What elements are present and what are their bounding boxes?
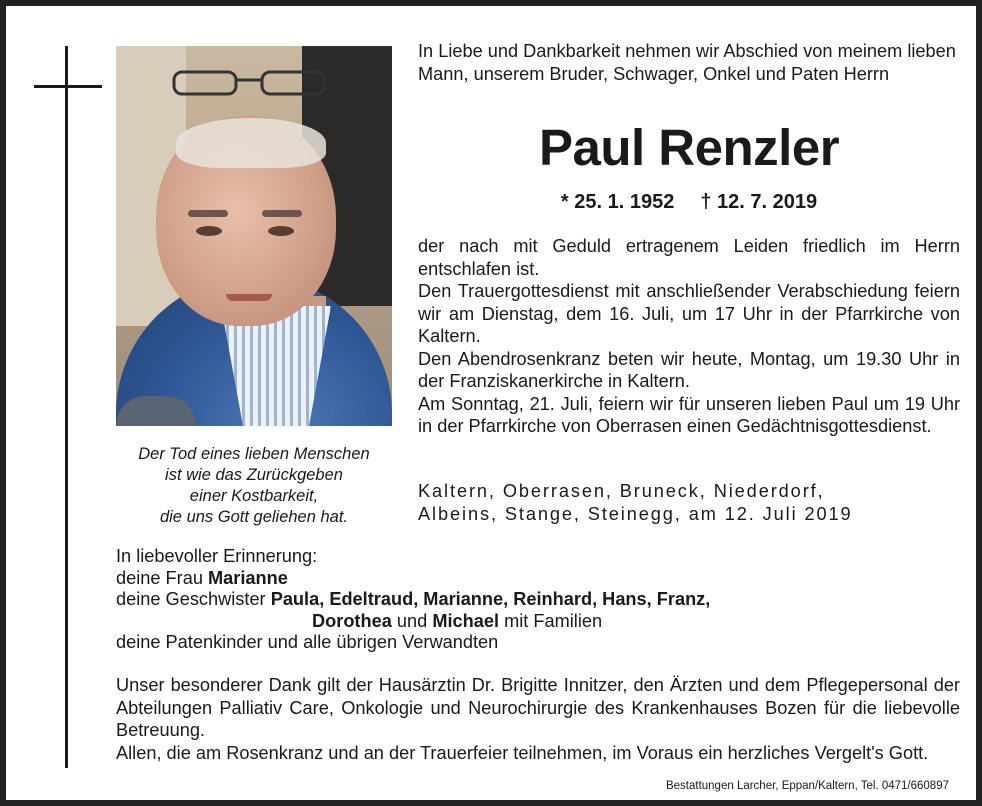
memorial-quote <box>106 444 402 528</box>
mourner-name: Dorothea <box>312 610 392 631</box>
thanks-section <box>116 674 960 764</box>
places-and-date <box>418 480 960 525</box>
death-date: † 12. 7. 2019 <box>700 191 818 213</box>
quote-line: die uns Gott geliehen hat. <box>159 508 349 526</box>
deceased-name: Paul Renzler <box>538 119 840 176</box>
thanks-paragraph: Allen, die am Rosenkranz und an der Trauerfeier teilnehmen, im Voraus ein herzliches Vergelt's Gott. <box>116 742 929 763</box>
mourner-suffix: mit Familien <box>504 610 603 631</box>
mourner-prefix: deine Geschwister <box>116 589 266 609</box>
announcement-paragraph: der nach mit Geduld ertragenem Leiden friedlich im Herrn entschlafen ist. <box>418 236 960 279</box>
cross-icon <box>65 46 68 768</box>
mourner-siblings-cont <box>116 611 876 633</box>
life-dates <box>418 191 960 214</box>
photo-mouth <box>226 294 272 301</box>
quote-line: Der Tod eines lieben Menschen <box>138 445 370 463</box>
birth-date: * 25. 1. 1952 <box>560 191 675 213</box>
photo-eye-right <box>268 226 294 236</box>
photo-brow-right <box>262 210 302 217</box>
mourner-name: Michael <box>432 610 500 631</box>
announcement-paragraph: Am Sonntag, 21. Juli, feiern wir für unseren lieben Paul um 19 Uhr in der Pfarrkirche von Oberrasen einen Gedächtnisgottesdienst. <box>418 393 960 436</box>
mourner-prefix: deine Frau <box>116 567 203 588</box>
places-line: Kaltern, Oberrasen, Bruneck, Niederdorf, <box>418 481 825 501</box>
photo-brow-left <box>188 210 228 217</box>
mourners-list <box>116 546 876 654</box>
mourner-names: Paula, Edeltraud, Marianne, Reinhard, Hans, Franz, <box>270 589 711 609</box>
intro-text: In Liebe und Dankbarkeit nehmen wir Abschied von meinem lieben Mann, unserem Bruder, Schwager, Onkel und Paten Herrn <box>418 41 956 84</box>
photo-hair <box>176 118 326 168</box>
glasses-icon <box>164 66 334 100</box>
announcement-text <box>418 235 960 438</box>
mourner-name: Marianne <box>208 567 288 588</box>
portrait-photo <box>116 46 392 426</box>
quote-line: einer Kostbarkeit, <box>189 487 319 505</box>
announcement-paragraph: Den Trauergottesdienst mit anschließender Verabschiedung feiern wir am Dienstag, dem 16. Juli, um 17 Uhr in der Pfarrkirche von Kaltern. <box>418 281 960 346</box>
funeral-home-credit: Bestattungen Larcher, Eppan/Kaltern, Tel. 0471/660897 <box>665 780 949 792</box>
announcement-paragraph: Den Abendrosenkranz beten wir heute, Montag, um 19.30 Uhr in der Franziskanerkirche in Kaltern. <box>418 348 960 391</box>
conjunction: und <box>396 610 428 631</box>
mourner-wife <box>116 568 876 590</box>
photo-eye-left <box>196 226 222 236</box>
places-line: Albeins, Stange, Steinegg, am 12. Juli 2019 <box>418 503 853 524</box>
mourners-heading: In liebevoller Erinnerung: <box>116 546 318 566</box>
quote-line: ist wie das Zurückgeben <box>165 466 343 484</box>
mourner-godchildren: deine Patenkinder und alle übrigen Verwandten <box>116 632 499 652</box>
mourner-siblings <box>116 589 876 611</box>
cross-bar <box>34 85 102 88</box>
thanks-paragraph: Unser besonderer Dank gilt der Hausärztin Dr. Brigitte Innitzer, den Ärzten und dem Pflegepersonal der Abteilungen Palliativ Care, Onkologie und Neurochirurgie des Krankenhauses Bozen für die liebevolle Betreuung. <box>116 675 960 740</box>
